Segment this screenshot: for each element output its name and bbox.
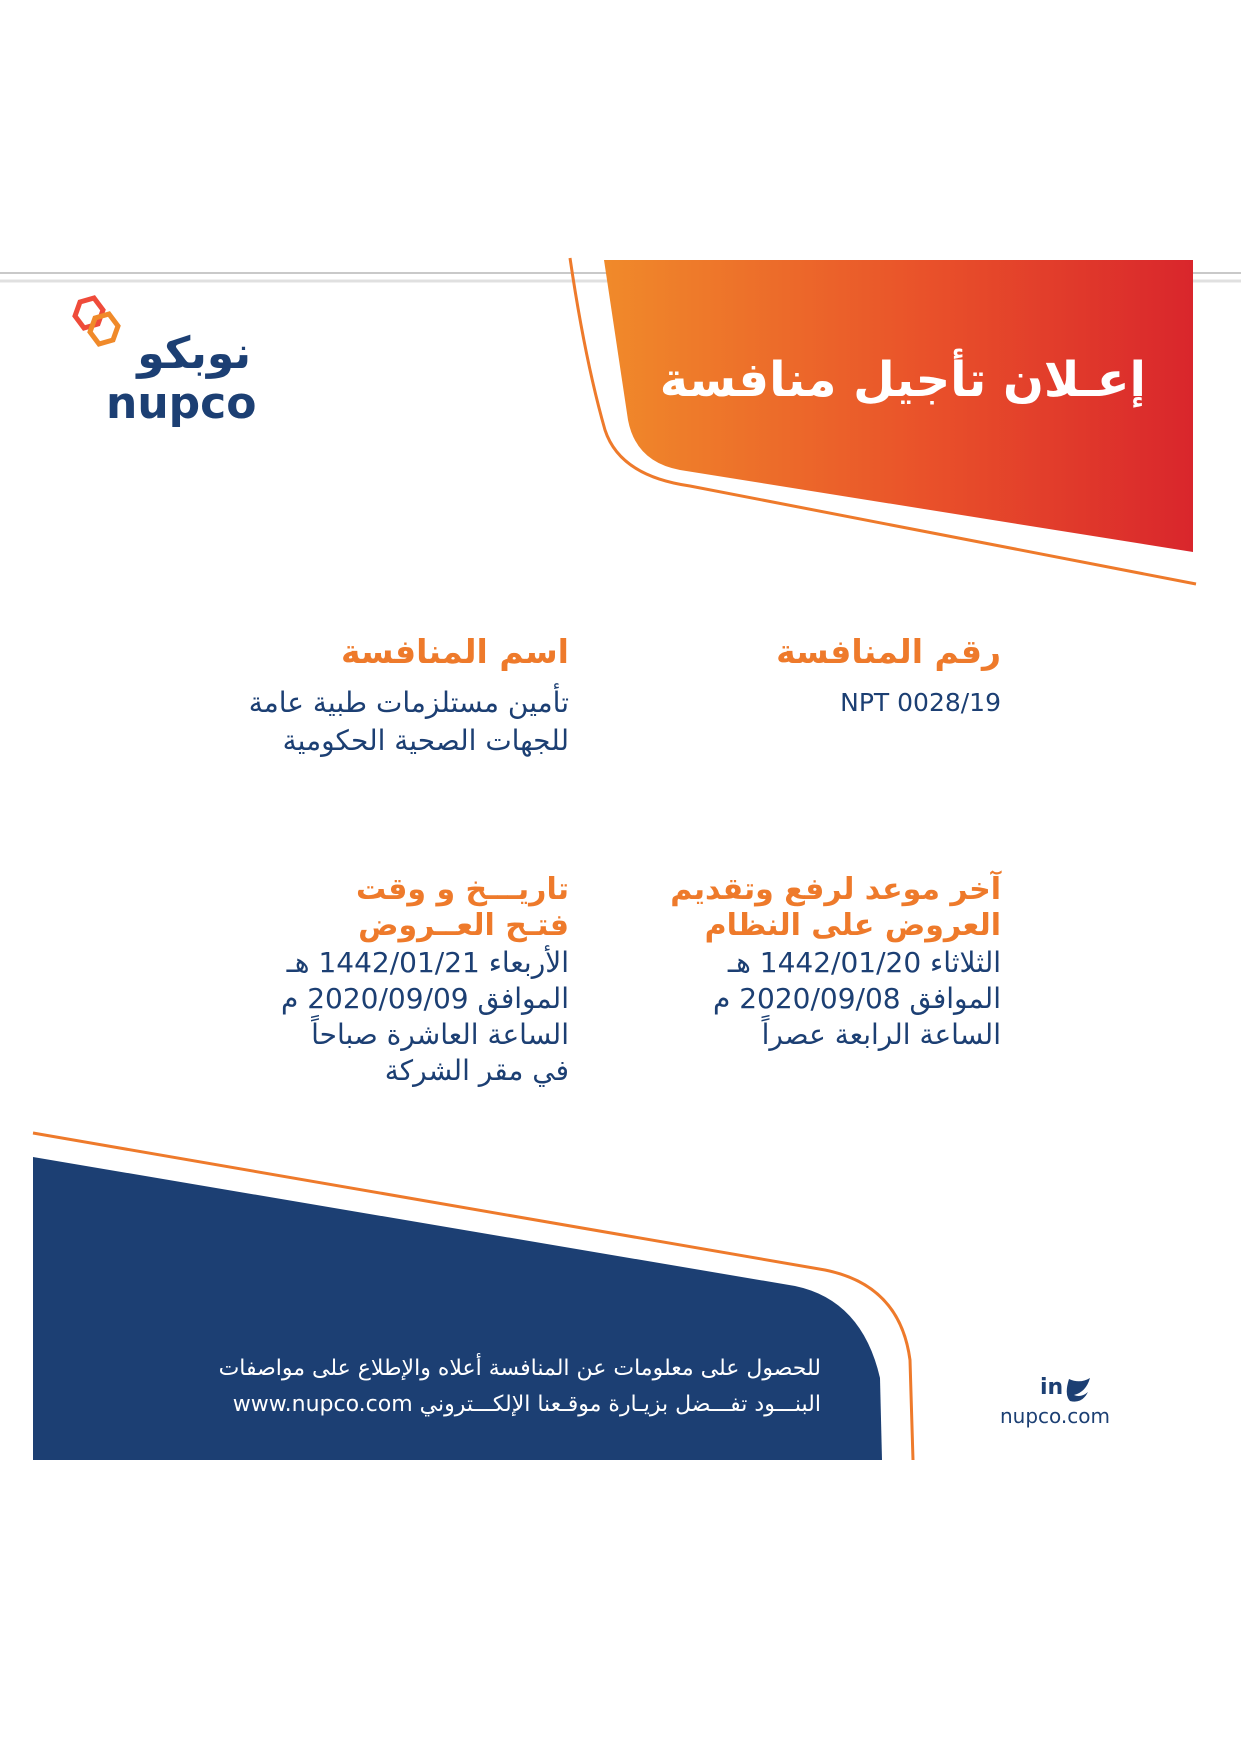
opening-location: في مقر الشركة xyxy=(384,1054,569,1087)
opening-gregorian-date: الموافق 2020/09/09 م xyxy=(280,982,569,1015)
footer-info-line-2: البنـــود تفـــضل بزيـارة موقـعنا الإلكـــتروني www.nupco.com xyxy=(232,1392,821,1417)
linkedin-icon[interactable]: in xyxy=(1040,1375,1064,1400)
opening-time: الساعة العاشرة صباحاً xyxy=(311,1018,569,1051)
submission-deadline-label-line-2: العروض على النظام xyxy=(704,908,1001,943)
opening-label-line-2: فتـح العــروض xyxy=(358,908,569,943)
opening-label-line-1: تاريـــخ و وقت xyxy=(355,872,569,907)
submission-time: الساعة الرابعة عصراً xyxy=(761,1018,1001,1051)
submission-hijri-date: الثلاثاء 1442/01/20 هـ xyxy=(727,946,1001,979)
nupco-logo-mark xyxy=(75,298,118,344)
logo-arabic-name: نوبكو xyxy=(137,328,251,379)
logo-latin-name: nupco xyxy=(106,378,257,429)
banner-title: إعـلان تأجيل منافسة xyxy=(659,352,1146,408)
footer-website[interactable]: nupco.com xyxy=(1000,1404,1110,1428)
tender-name-line-1: تأمين مستلزمات طبية عامة xyxy=(248,686,569,719)
submission-deadline-label-line-1: آخر موعد لرفع وتقديم xyxy=(670,872,1001,907)
submission-gregorian-date: الموافق 2020/09/08 م xyxy=(712,982,1001,1015)
footer-info-line-1: للحصول على معلومات عن المنافسة أعلاه والإطلاع على مواصفات xyxy=(218,1356,821,1381)
tender-name-line-2: للجهات الصحية الحكومية xyxy=(282,724,569,757)
tender-number-label: رقم المنافسة xyxy=(776,632,1001,671)
twitter-icon[interactable] xyxy=(1067,1378,1090,1402)
tender-name-label: اسم المنافسة xyxy=(340,632,569,671)
opening-hijri-date: الأربعاء 1442/01/21 هـ xyxy=(286,946,569,979)
tender-number-value: NPT 0028/19 xyxy=(840,688,1001,717)
